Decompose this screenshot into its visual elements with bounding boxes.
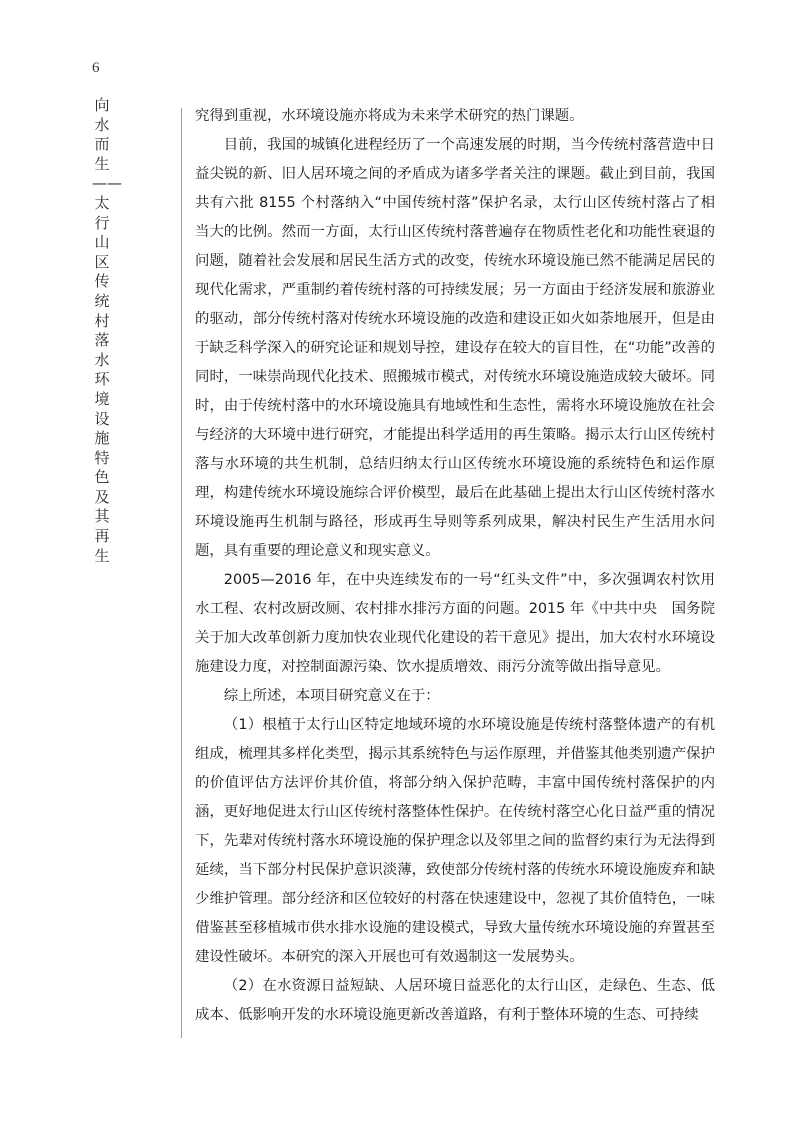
paragraph-policy: 2005—2016 年，在中央连续发布的一号“红头文件”中，多次强调农村饮用水工程、农村改厨改厕、农村排水排污方面的问题。2015 年《中共中央 国务院关于加大改革创新力度加快农业现代化建设的若干意见》提出，加大农村水环境设施建设力度，对控制面源污染、饮水提质增效、雨污分流等做出指导意见。 bbox=[195, 572, 715, 675]
page-number: 6 bbox=[92, 60, 100, 76]
margin-divider bbox=[181, 108, 182, 1038]
paragraph-significance-1: （1）根植于太行山区特定地域环境的水环境设施是传统村落整体遗产的有机组成，梳理其多样化类型，揭示其系统特色与运作原理，并借鉴其他类别遗产保护的价值评估方法评价其价值，将部分纳入保护范畴，丰富中国传统村落保护的内涵，更好地促进太行山区传统村落整体性保护。在传统村落空心化日益严重的情况下，先辈对传统村落水环境设施的保护理念以及邻里之间的监督约束行为无法得到延续，当下部分村民保护意识淡薄，致使部分传统村落的传统水环境设施废弃和缺少维护管理。部分经济和区位较好的村落在快速建设中，忽视了其价值特色，一味借鉴甚至移植城市供水排水设施的建设模式，导致大量传统水环境设施的弃置甚至建设性破坏。本研究的深入开展也可有效遏制这一发展势头。 bbox=[195, 717, 715, 965]
body-text bbox=[195, 102, 715, 1030]
paragraph-summary-intro: 综上所述，本项目研究意义在于： bbox=[223, 688, 440, 704]
running-title: 向水而生——太行山区传统村落水环境设施特色及其再生 bbox=[92, 96, 122, 565]
paragraph-urbanization: 目前，我国的城镇化进程经历了一个高速发展的时期，当今传统村落营造中日益尖锐的新、旧人居环境之间的矛盾成为诸多学者关注的课题。截止到目前，我国共有六批 8155 个村落纳入“中国传统村落”保护名录，太行山区传统村落占了相当大的比例。然而一方面，太行山区传统村落普遍存在物质性老化和功能性衰退的问题，随着社会发展和居民生活方式的改变，传统水环境设施已然不能满足居民的现代化需求，严重制约着传统村落的可持续发展；另一方面由于经济发展和旅游业的驱动，部分传统村落对传统水环境设施的改造和建设正如火如荼地展开，但是由于缺乏科学深入的研究论证和规划导控，建设存在较大的盲目性，在“功能”改善的同时，一味崇尚现代化技术、照搬城市模式，对传统水环境设施造成较大破坏。同时，由于传统村落中的水环境设施具有地域性和生态性，需将水环境设施放在社会与经济的大环境中进行研究，才能提出科学适用的再生策略。揭示太行山区传统村落与水环境的共生机制，总结归纳太行山区传统水环境设施的系统特色和运作原理，构建传统水环境设施综合评价模型，最后在此基础上提出太行山区传统村落水环境设施再生机制与路径，形成再生导则等系列成果，解决村民生产生活用水问题，具有重要的理论意义和现实意义。 bbox=[195, 137, 715, 559]
paragraph-significance-2: （2）在水资源日益短缺、人居环境日益恶化的太行山区，走绿色、生态、低成本、低影响开发的水环境设施更新改善道路，有利于整体环境的生态、可持续 bbox=[195, 978, 715, 1023]
paragraph-continued: 究得到重视，水环境设施亦将成为未来学术研究的热门课题。 bbox=[195, 108, 584, 124]
